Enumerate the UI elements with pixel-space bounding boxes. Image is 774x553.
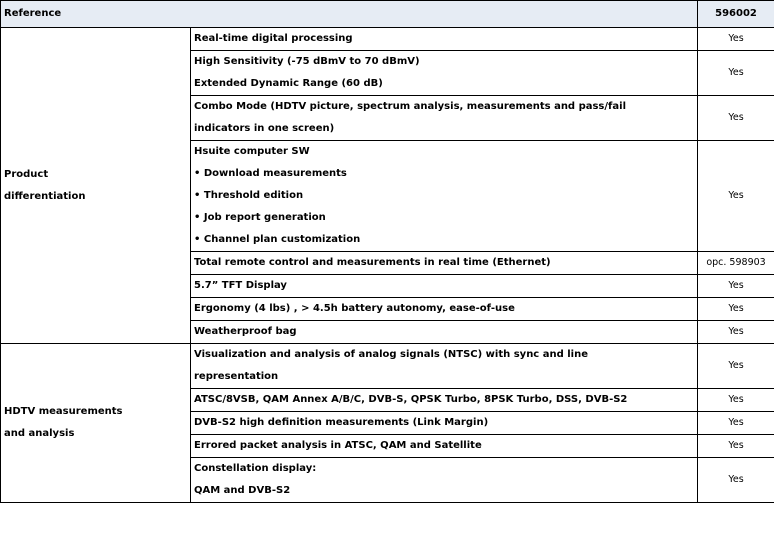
value-cell: Yes [698,389,774,412]
feature-cell [191,141,698,252]
category-label: Product [4,168,49,180]
feature-text: Weatherproof bag [194,326,297,337]
feature-cell [191,298,698,321]
reference-value: 596002 [698,1,774,28]
value-cell: Yes [698,96,774,141]
feature-cell [191,28,698,51]
value-cell: Yes [698,321,774,344]
feature-text: • Job report generation [194,212,326,223]
value-cell: Yes [698,458,774,503]
feature-text: indicators in one screen) [194,123,335,134]
category-label: HDTV measurements [4,406,123,417]
value-cell: Yes [698,435,774,458]
feature-text: Hsuite computer SW [194,146,310,157]
feature-text: Combo Mode (HDTV picture, spectrum analysis, measurements and pass/fail [194,101,626,112]
feature-cell [191,412,698,435]
feature-text: Visualization and analysis of analog signals (NTSC) with sync and line [194,349,588,360]
feature-text: Real-time digital processing [194,33,353,44]
feature-text: DVB-S2 high definition measurements (Link Margin) [194,417,489,428]
feature-text: Ergonomy (4 lbs) , > 4.5h battery autonomy, ease-of-use [194,303,515,314]
value-cell: Yes [698,51,774,96]
header-row [1,1,774,28]
category-label: and analysis [4,428,75,439]
feature-text: Constellation display: [194,463,317,474]
value-cell: Yes [698,141,774,252]
feature-text: QAM and DVB-S2 [194,485,291,496]
feature-cell [191,252,698,275]
feature-cell [191,321,698,344]
value-cell: Yes [698,298,774,321]
feature-cell [191,344,698,389]
value-cell: Yes [698,412,774,435]
value-cell: opc. 598903 [698,252,774,275]
value-cell: Yes [698,28,774,51]
feature-text: Extended Dynamic Range (60 dB) [194,78,383,89]
feature-cell [191,96,698,141]
feature-text: Errored packet analysis in ATSC, QAM and Satellite [194,440,482,451]
table-row [1,28,774,51]
feature-text: High Sensitivity (-75 dBmV to 70 dBmV) [194,56,420,67]
value-cell: Yes [698,344,774,389]
category-label: differentiation [4,190,86,202]
feature-text: 5.7” TFT Display [194,280,287,291]
feature-cell [191,275,698,298]
feature-text: • Download measurements [194,168,347,179]
category-cell [1,28,191,344]
feature-cell [191,389,698,412]
category-cell [1,344,191,503]
feature-cell [191,51,698,96]
feature-text: ATSC/8VSB, QAM Annex A/B/C, DVB-S, QPSK Turbo, 8PSK Turbo, DSS, DVB-S2 [194,394,628,405]
feature-text: Total remote control and measurements in real time (Ethernet) [194,257,551,268]
feature-text: • Channel plan customization [194,234,361,245]
value-cell: Yes [698,275,774,298]
table-row [1,344,774,389]
feature-cell [191,458,698,503]
feature-text: • Threshold edition [194,190,304,201]
reference-label: Reference [1,1,698,28]
spec-table-body [1,1,774,503]
feature-text: representation [194,371,279,382]
feature-cell [191,435,698,458]
